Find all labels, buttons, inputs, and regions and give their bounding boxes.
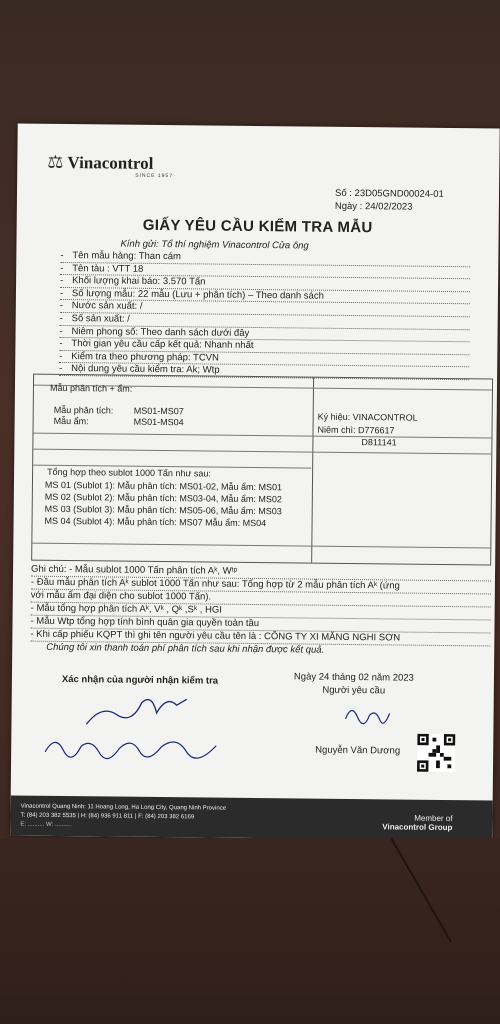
qr-code-icon [417,734,455,772]
footer-phones: T: (84) 203 382 5535 | H: (84) 936 911 811 | F: (84) 203 382 6169 [20,812,195,821]
moisture-label: Mẫu ẩm: [53,415,89,427]
note-line: - Khi cấp phiếu KQPT thì ghi tên người yêu cầu tên là : CÔNG TY XI MĂNG NGHI SƠN [30,629,490,647]
note-line: - Mẫu Wtp tổng hợp tính bình quân gia quyền toàn tầu [30,616,490,634]
signoff-date [294,670,414,697]
info-list [59,250,470,380]
greeting: Kính gửi: Tổ thí nghiệm Vinacontrol Cửa ông [120,238,309,252]
receiver-signature-icon [81,684,191,730]
doc-number: Số : 23D05GND00024-01 [334,187,444,200]
document-footer [10,795,492,840]
info-line: - Khối lượng khai báo: 3.570 Tấn [60,275,470,292]
company-logo [47,152,153,174]
info-line: - Niêm phong số: Theo danh sách dưới đây [59,326,469,343]
document-meta [335,187,444,214]
moisture-value: MS01-MS04 [133,416,184,428]
seal-number-1: Niêm chì: D776617 [317,424,395,436]
info-line: - Thời gian yêu cầu cấp kết quả: Nhanh nhất [59,338,469,355]
closing-text: Chúng tôi xin thanh toán phí phân tích sau khi nhận được kết quả. [46,641,325,656]
info-line: - Nội dung yêu cầu kiểm tra: Ak; Wtp [59,363,469,380]
requester-signature-icon [341,699,391,730]
info-line: - Kiểm tra theo phương pháp: TCVN [59,351,469,368]
note-line: Ghi chú: - Mẫu sublot 1000 Tấn phân tích Aᵏ, Wᵗᵖ [31,564,491,582]
info-line: - Số lượng mẫu: 22 mẫu (Lưu + phân tích) – Theo danh sách [60,288,470,305]
sample-table [31,374,493,566]
sublot-row: MS 02 (Sublot 2): Mẫu phân tích: MS03-04, Mẫu ẩm: MS02 [44,491,282,505]
table-surface [0,838,500,1024]
document-sheet [10,123,499,840]
footer-contacts: E: .......... W: .......... [20,821,72,829]
footer-address: Vinacontrol Quang Ninh: 11 Hoang Long, Ha Long City, Quang Ninh Province [20,803,227,812]
analysis-value: MS01-MS07 [133,405,184,417]
info-line: - Tên mẫu hàng: Than cám [60,250,470,267]
scales-icon: ⚖ [47,151,64,172]
receiver-confirm-label: Xác nhận của người nhận kiểm tra [61,673,219,687]
sublot-row: MS 03 (Sublot 3): Mẫu phân tích: MS05-06, Mẫu ẩm: MS03 [44,503,282,517]
page-title: GIẤY YÊU CẦU KIỂM TRA MẪU [142,216,373,237]
logo-text: Vinacontrol [67,152,154,173]
sign-date: Ngày 24 tháng 02 năm 2023 [293,671,414,684]
info-line: - Số sản xuất: / [60,313,470,330]
receiver-handwritten-name-icon [41,728,221,764]
seal-symbol: Ký hiệu: VINACONTROL [317,411,418,423]
requester-name: Nguyễn Văn Dương [315,744,401,757]
note-line: - Đầu mẫu phân tích Aᵏ sublot 1000 Tấn như sau: Tổng hợp từ 2 mẫu phân tích Aᵏ (ứng [31,577,491,595]
info-line: - Nước sản xuất: / [60,300,470,317]
logo-since: SINCE 1957 [135,172,174,180]
sublot-title: Tổng hợp theo sublot 1000 Tấn như sau: [47,466,212,479]
table-header: Mẫu phân tích + ẩm: [49,382,133,394]
sublot-row: MS 01 (Sublot 1): Mẫu phân tích: MS01-02, Mẫu ẩm: MS01 [44,479,283,493]
note-line: - Mẫu tổng hợp phân tích Aᵏ, Vᵏ , Qᵏ ,Sᵏ , HGI [31,603,491,621]
requester-title: Người yêu cầu [322,684,386,697]
member-badge: Member of Vinacontrol Group [382,813,453,833]
doc-date: Ngày : 24/02/2023 [334,200,413,213]
note-line: với mẫu ẩm đại diện cho sublot 1000 Tấn). [31,590,491,608]
notes [30,564,491,647]
info-line: - Tên tàu : VTT 18 [60,263,470,280]
analysis-label: Mẫu phân tích: [53,404,114,416]
sublot-row: MS 04 (Sublot 4): Mẫu phân tích: MS07 Mẫu ẩm: MS04 [44,515,267,529]
seal-number-2: D811141 [361,437,397,448]
